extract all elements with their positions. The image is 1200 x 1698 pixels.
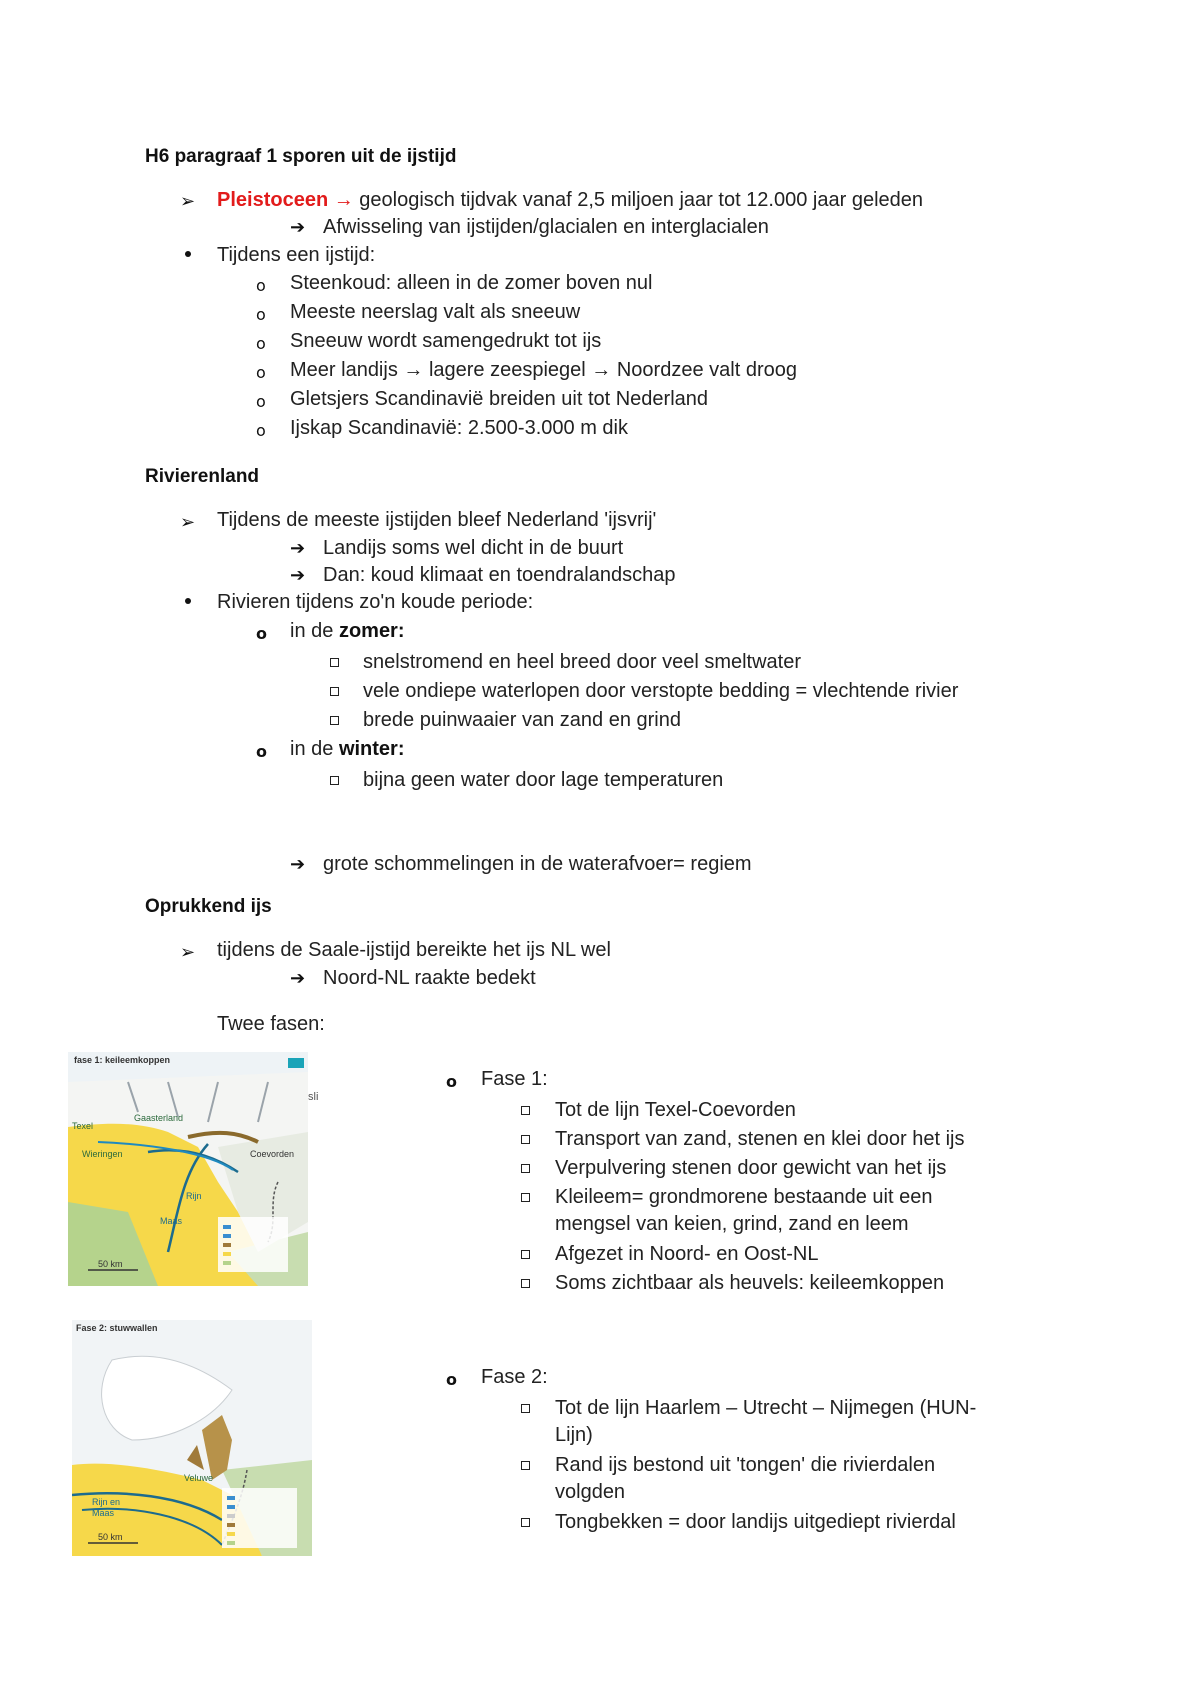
arrowhead-bullet-icon: ➢ [180, 191, 196, 211]
square-bullet-icon [330, 658, 339, 667]
map-scale: 50 km [98, 1259, 123, 1269]
map-label: Rijn [186, 1191, 202, 1201]
square-bullet-icon [521, 1164, 530, 1173]
regiem-text: grote schommelingen in de waterafvoer= regiem [323, 853, 752, 875]
list-item: Sneeuw wordt samengedrukt tot ijs [290, 330, 602, 352]
list-item-continuation: Lijn) [555, 1424, 593, 1446]
winter-prefix: in de [290, 738, 339, 760]
pleistoceen-definition: geologisch tijdvak vanaf 2,5 miljoen jaar tot 12.000 jaar geleden [359, 189, 923, 211]
arrow-bullet-icon: ➔ [290, 854, 306, 874]
list-item: Kleileem= grondmorene bestaande uit een [555, 1186, 933, 1208]
list-item: Gletsjers Scandinavië breiden uit tot Nederland [290, 388, 709, 410]
map-side-fragment: sli [308, 1091, 319, 1103]
list-item: Soms zichtbaar als heuvels: keileemkoppen [555, 1272, 945, 1294]
winter-label [290, 737, 405, 761]
arrow-icon: → [591, 359, 612, 381]
square-bullet-icon [521, 1135, 530, 1144]
circle-bullet-icon: o [256, 421, 266, 440]
twee-fasen-text: Twee fasen: [217, 1013, 325, 1035]
list-item: Rand ijs bestond uit 'tongen' die rivierdalen [555, 1454, 936, 1476]
ijsvrij-text: Tijdens de meeste ijstijden bleef Nederland 'ijsvrij' [217, 509, 657, 531]
circle-bullet-icon: o [256, 392, 266, 411]
list-item: brede puinwaaier van zand en grind [363, 709, 681, 731]
zomer-bold: zomer: [338, 620, 405, 642]
map-label: Veluwe [184, 1473, 214, 1483]
map-fase-2 [72, 1320, 312, 1556]
list-item: Tongbekken = door landijs uitgediept rivierdal [555, 1511, 956, 1533]
list-item-continuation: volgden [555, 1481, 626, 1503]
zomer-label [290, 619, 405, 643]
square-bullet-icon [330, 716, 339, 725]
list-item: snelstromend en heel breed door veel smeltwater [363, 651, 802, 673]
fase-2-title: Fase 2: [481, 1366, 548, 1388]
fase-1-title: Fase 1: [481, 1068, 548, 1090]
circle-bullet-icon: o [256, 305, 266, 324]
map-fase-2-graphic [72, 1320, 312, 1556]
pleistoceen-term: Pleistoceen [217, 189, 329, 211]
arrowhead-bullet-icon: ➢ [180, 512, 196, 532]
map-label: Wieringen [82, 1149, 123, 1159]
map-label: Maas [92, 1508, 115, 1518]
afwisseling-text: Afwisseling van ijstijden/glacialen en interglacialen [323, 216, 769, 238]
square-bullet-icon [521, 1518, 530, 1527]
map-label: Gaasterland [134, 1113, 184, 1123]
circle-bullet-icon: o [256, 624, 267, 643]
list-item: Ijskap Scandinavië: 2.500-3.000 m dik [290, 417, 628, 439]
square-bullet-icon [330, 776, 339, 785]
map-title: Fase 2: stuwwallen [76, 1323, 158, 1333]
circle-bullet-icon: o [446, 1370, 457, 1389]
arrow-bullet-icon: ➔ [290, 217, 306, 237]
circle-bullet-icon: o [256, 334, 266, 353]
map-label: Texel [72, 1121, 94, 1131]
saale-text: tijdens de Saale-ijstijd bereikte het ijs NL wel [217, 939, 611, 961]
pleistoceen-line [217, 188, 923, 212]
map-label: Rijn en [92, 1497, 121, 1507]
landijs-text: Meer landijs [290, 359, 398, 381]
list-item: Transport van zand, stenen en klei door het ijs [555, 1128, 965, 1150]
square-bullet-icon [521, 1404, 530, 1413]
circle-bullet-icon: o [256, 363, 266, 382]
winter-bold: winter: [338, 738, 405, 760]
square-bullet-icon [521, 1193, 530, 1202]
map-label: Coevorden [250, 1149, 295, 1159]
zeespiegel-text: lagere zeespiegel [428, 359, 586, 381]
noordzee-text: Noordzee valt droog [616, 359, 797, 381]
map-fase-1 [68, 1052, 308, 1286]
list-item: vele ondiepe waterlopen door verstopte bedding = vlechtende rivier [363, 680, 959, 702]
square-bullet-icon [521, 1461, 530, 1470]
square-bullet-icon [521, 1106, 530, 1115]
arrowhead-bullet-icon: ➢ [180, 942, 196, 962]
map-label: Maas [160, 1216, 183, 1226]
map-title: fase 1: keileemkoppen [74, 1055, 171, 1065]
list-item: Meeste neerslag valt als sneeuw [290, 301, 581, 323]
ijstijd-bullet: Tijdens een ijstijd: [217, 244, 376, 266]
bullet-icon [185, 251, 191, 257]
rivieren-bullet: Rivieren tijdens zo'n koude periode: [217, 591, 534, 613]
arrow-icon: → [403, 359, 424, 381]
circle-bullet-icon: o [446, 1072, 457, 1091]
toendra-text: Dan: koud klimaat en toendralandschap [323, 564, 676, 586]
list-item: Verpulvering stenen door gewicht van het ijs [555, 1157, 947, 1179]
list-item: Tot de lijn Haarlem – Utrecht – Nijmegen (HUN- [555, 1397, 977, 1419]
list-item: Steenkoud: alleen in de zomer boven nul [290, 272, 653, 294]
list-item-landijs [290, 358, 797, 382]
square-bullet-icon [521, 1250, 530, 1259]
red-arrow-icon: → [333, 189, 354, 211]
section-heading-rivierenland: Rivierenland [145, 466, 260, 487]
list-item: Tot de lijn Texel-Coevorden [555, 1099, 796, 1121]
arrow-bullet-icon: ➔ [290, 565, 306, 585]
landijs-buurt-text: Landijs soms wel dicht in de buurt [323, 537, 624, 559]
square-bullet-icon [521, 1279, 530, 1288]
bullet-icon [185, 598, 191, 604]
list-item: bijna geen water door lage temperaturen [363, 769, 724, 791]
circle-bullet-icon: o [256, 276, 266, 295]
circle-bullet-icon: o [256, 742, 267, 761]
noord-nl-text: Noord-NL raakte bedekt [323, 967, 536, 989]
arrow-bullet-icon: ➔ [290, 968, 306, 988]
square-bullet-icon [330, 687, 339, 696]
list-item: Afgezet in Noord- en Oost-NL [555, 1243, 819, 1265]
section-heading-oprukkend-ijs: Oprukkend ijs [145, 896, 272, 917]
map-scale: 50 km [98, 1532, 123, 1542]
map-fase-1-graphic [68, 1052, 308, 1286]
arrow-bullet-icon: ➔ [290, 538, 306, 558]
zomer-prefix: in de [290, 620, 339, 642]
list-item-continuation: mengsel van keien, grind, zand en leem [555, 1213, 909, 1235]
section-heading-ijstijd: H6 paragraaf 1 sporen uit de ijstijd [145, 146, 457, 167]
